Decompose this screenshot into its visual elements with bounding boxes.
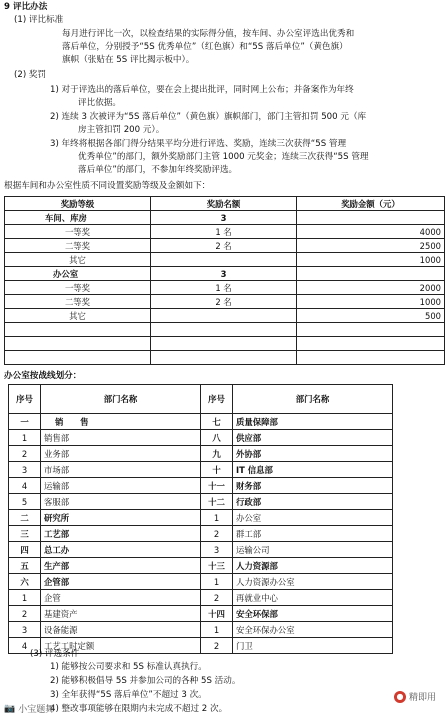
subsection-label-3: (3) 评选条件	[30, 649, 80, 659]
table-cell	[297, 351, 445, 365]
dept-cell: 安全环保办公室	[233, 622, 393, 638]
table-cell: 1 名	[151, 281, 297, 295]
seq-cell: 九	[201, 446, 233, 462]
header-cell-seq: 序号	[9, 385, 41, 414]
table-cell	[5, 323, 151, 337]
reward-table-intro: 根据车间和办公室性质不同设置奖励等级及金额如下：	[4, 181, 211, 191]
table-row	[9, 590, 393, 606]
seq-cell: 2	[201, 638, 233, 654]
table-cell: 1 名	[151, 225, 297, 239]
table-row	[5, 225, 445, 239]
seq-cell: 5	[9, 494, 41, 510]
brand-logo-icon: ●	[394, 691, 406, 703]
seq-cell: 2	[201, 526, 233, 542]
table-row	[9, 494, 393, 510]
dept-cell: 外协部	[233, 446, 393, 462]
table-row	[5, 337, 445, 351]
dept-header-row	[9, 385, 393, 414]
department-table	[8, 384, 393, 654]
table-row	[9, 430, 393, 446]
header-cell-dept: 部门名称	[41, 385, 201, 414]
table-cell: 其它	[5, 253, 151, 267]
dept-cell: 企管部	[41, 574, 201, 590]
table-cell	[151, 253, 297, 267]
table-row	[9, 558, 393, 574]
table-row	[9, 542, 393, 558]
seq-cell: 四	[9, 542, 41, 558]
dept-cell: 人力资源办公室	[233, 574, 393, 590]
dept-cell: 门卫	[233, 638, 393, 654]
table-cell: 二等奖	[5, 239, 151, 253]
table-cell	[297, 337, 445, 351]
dept-table-intro: 办公室按战线划分：	[4, 371, 82, 381]
category-cell: 车间、库房	[5, 211, 151, 225]
dept-cell: 生产部	[41, 558, 201, 574]
dept-cell: 企管	[41, 590, 201, 606]
table-cell: 1000	[297, 295, 445, 309]
condition-line: 4) 整改事项能够在限期内未完成不超过 2 次。	[50, 704, 228, 714]
header-cell: 奖励金额（元）	[297, 197, 445, 211]
table-cell	[151, 323, 297, 337]
seq-cell: 十二	[201, 494, 233, 510]
table-cell: 2 名	[151, 295, 297, 309]
seq-cell: 五	[9, 558, 41, 574]
table-row	[9, 574, 393, 590]
seq-cell: 4	[9, 478, 41, 494]
seq-cell: 2	[9, 606, 41, 622]
table-row	[9, 478, 393, 494]
seq-cell: 一	[9, 414, 41, 430]
seq-cell: 十一	[201, 478, 233, 494]
table-row	[5, 309, 445, 323]
table-cell	[5, 351, 151, 365]
dept-cell: 运输部	[41, 478, 201, 494]
dept-cell: 研究所	[41, 510, 201, 526]
table-cell	[297, 211, 445, 225]
paragraph-line: 每月进行评比一次，以检查结果的实际得分值，按车间、办公室评选出优秀和	[62, 29, 355, 39]
seq-cell: 1	[201, 574, 233, 590]
header-cell: 奖励等级	[5, 197, 151, 211]
dept-cell: 设备能源	[41, 622, 201, 638]
table-row	[9, 446, 393, 462]
watermark-right	[394, 690, 436, 703]
seq-cell: 十	[201, 462, 233, 478]
table-cell: 3	[151, 267, 297, 281]
seq-cell: 1	[201, 622, 233, 638]
dept-cell: 业务部	[41, 446, 201, 462]
rule-3-line: 落后单位”的部门，不参加年终奖励评选。	[78, 165, 238, 175]
dept-cell: 销 售	[41, 414, 201, 430]
table-row	[5, 295, 445, 309]
condition-line: 3) 全年获得“5S 落后单位”不超过 3 次。	[50, 690, 207, 700]
header-cell-seq: 序号	[201, 385, 233, 414]
table-row	[9, 622, 393, 638]
seq-cell: 3	[201, 542, 233, 558]
rule-1-line: 评比依据。	[78, 98, 121, 108]
seq-cell: 七	[201, 414, 233, 430]
seq-cell: 八	[201, 430, 233, 446]
dept-cell: 再就业中心	[233, 590, 393, 606]
dept-cell: 运输公司	[233, 542, 393, 558]
dept-cell: 工艺部	[41, 526, 201, 542]
subsection-label-1: (1) 评比标准	[14, 15, 64, 25]
rule-2-line: 房主管扣罚 200 元）。	[78, 125, 165, 135]
dept-cell: 行政部	[233, 494, 393, 510]
table-row	[9, 526, 393, 542]
table-row	[5, 323, 445, 337]
table-row	[5, 351, 445, 365]
table-cell: 一等奖	[5, 225, 151, 239]
table-cell	[151, 309, 297, 323]
table-row	[9, 606, 393, 622]
dept-cell: 基建资产	[41, 606, 201, 622]
watermark-left	[4, 702, 54, 715]
dept-cell: 质量保障部	[233, 414, 393, 430]
table-row	[5, 211, 445, 225]
seq-cell: 2	[201, 590, 233, 606]
table-row	[5, 253, 445, 267]
reward-table	[4, 196, 445, 365]
table-cell: 2000	[297, 281, 445, 295]
dept-cell: 销售部	[41, 430, 201, 446]
dept-cell: 安全环保部	[233, 606, 393, 622]
camera-icon: 📷	[4, 703, 16, 714]
dept-cell: 财务部	[233, 478, 393, 494]
seq-cell: 3	[9, 462, 41, 478]
reward-header-row	[5, 197, 445, 211]
table-cell	[151, 351, 297, 365]
dept-cell: IT 信息部	[233, 462, 393, 478]
dept-cell: 市场部	[41, 462, 201, 478]
table-row	[5, 281, 445, 295]
table-row	[9, 510, 393, 526]
table-cell	[297, 323, 445, 337]
watermark-text: 精即用	[409, 693, 437, 703]
paragraph-line: 旗帜（张贴在 5S 评比揭示板中）。	[62, 55, 195, 65]
table-cell: 2 名	[151, 239, 297, 253]
seq-cell: 3	[9, 622, 41, 638]
seq-cell: 三	[9, 526, 41, 542]
seq-cell: 1	[201, 510, 233, 526]
header-cell-dept: 部门名称	[233, 385, 393, 414]
rule-1-line: 1) 对于评选出的落后单位，要在会上提出批评，同时网上公布；并备案作为年终	[50, 85, 354, 95]
paragraph-line: 落后单位，分别授予“5S 优秀单位”（红色旗）和“5S 落后单位”（黄色旗）	[62, 42, 348, 52]
watermark-text: 小宝题舞	[18, 705, 55, 715]
seq-cell: 十四	[201, 606, 233, 622]
dept-cell: 办公室	[233, 510, 393, 526]
table-cell: 二等奖	[5, 295, 151, 309]
seq-cell: 1	[9, 590, 41, 606]
table-row	[9, 414, 393, 430]
seq-cell: 十三	[201, 558, 233, 574]
seq-cell: 二	[9, 510, 41, 526]
table-cell: 1000	[297, 253, 445, 267]
table-cell: 其它	[5, 309, 151, 323]
dept-cell: 总工办	[41, 542, 201, 558]
table-row	[5, 267, 445, 281]
table-cell: 3	[151, 211, 297, 225]
condition-line: 1) 能够按公司要求和 5S 标准认真执行。	[50, 662, 207, 672]
header-cell: 奖励名额	[151, 197, 297, 211]
subsection-label-2: (2) 奖罚	[14, 70, 47, 80]
dept-cell: 工艺工时定额	[41, 638, 201, 654]
category-cell: 办公室	[5, 267, 151, 281]
dept-cell: 群工部	[233, 526, 393, 542]
table-row	[9, 462, 393, 478]
table-row	[5, 239, 445, 253]
table-cell	[151, 337, 297, 351]
section-heading: 9 评比办法	[4, 2, 48, 12]
seq-cell: 1	[9, 430, 41, 446]
dept-cell: 客服部	[41, 494, 201, 510]
condition-line: 2) 能够积极倡导 5S 并参加公司的各种 5S 活动。	[50, 676, 241, 686]
dept-cell: 供应部	[233, 430, 393, 446]
rule-2-line: 2) 连续 3 次被评为“5S 落后单位”（黄色旗）旗帜部门，部门主管扣罚 500 元（库	[50, 112, 367, 122]
rule-3-line: 优秀单位”的部门，额外奖励部门主管 1000 元奖金；连续三次获得“5S 管理	[78, 152, 369, 162]
table-cell: 2500	[297, 239, 445, 253]
seq-cell: 六	[9, 574, 41, 590]
table-cell: 4000	[297, 225, 445, 239]
seq-cell: 4	[9, 638, 41, 654]
table-cell	[297, 267, 445, 281]
table-cell	[5, 337, 151, 351]
dept-cell: 人力资源部	[233, 558, 393, 574]
table-cell: 一等奖	[5, 281, 151, 295]
seq-cell: 2	[9, 446, 41, 462]
rule-3-line: 3) 年终将根据各部门得分结果平均分进行评选、奖励，连续三次获得“5S 管理	[50, 139, 347, 149]
table-cell: 500	[297, 309, 445, 323]
